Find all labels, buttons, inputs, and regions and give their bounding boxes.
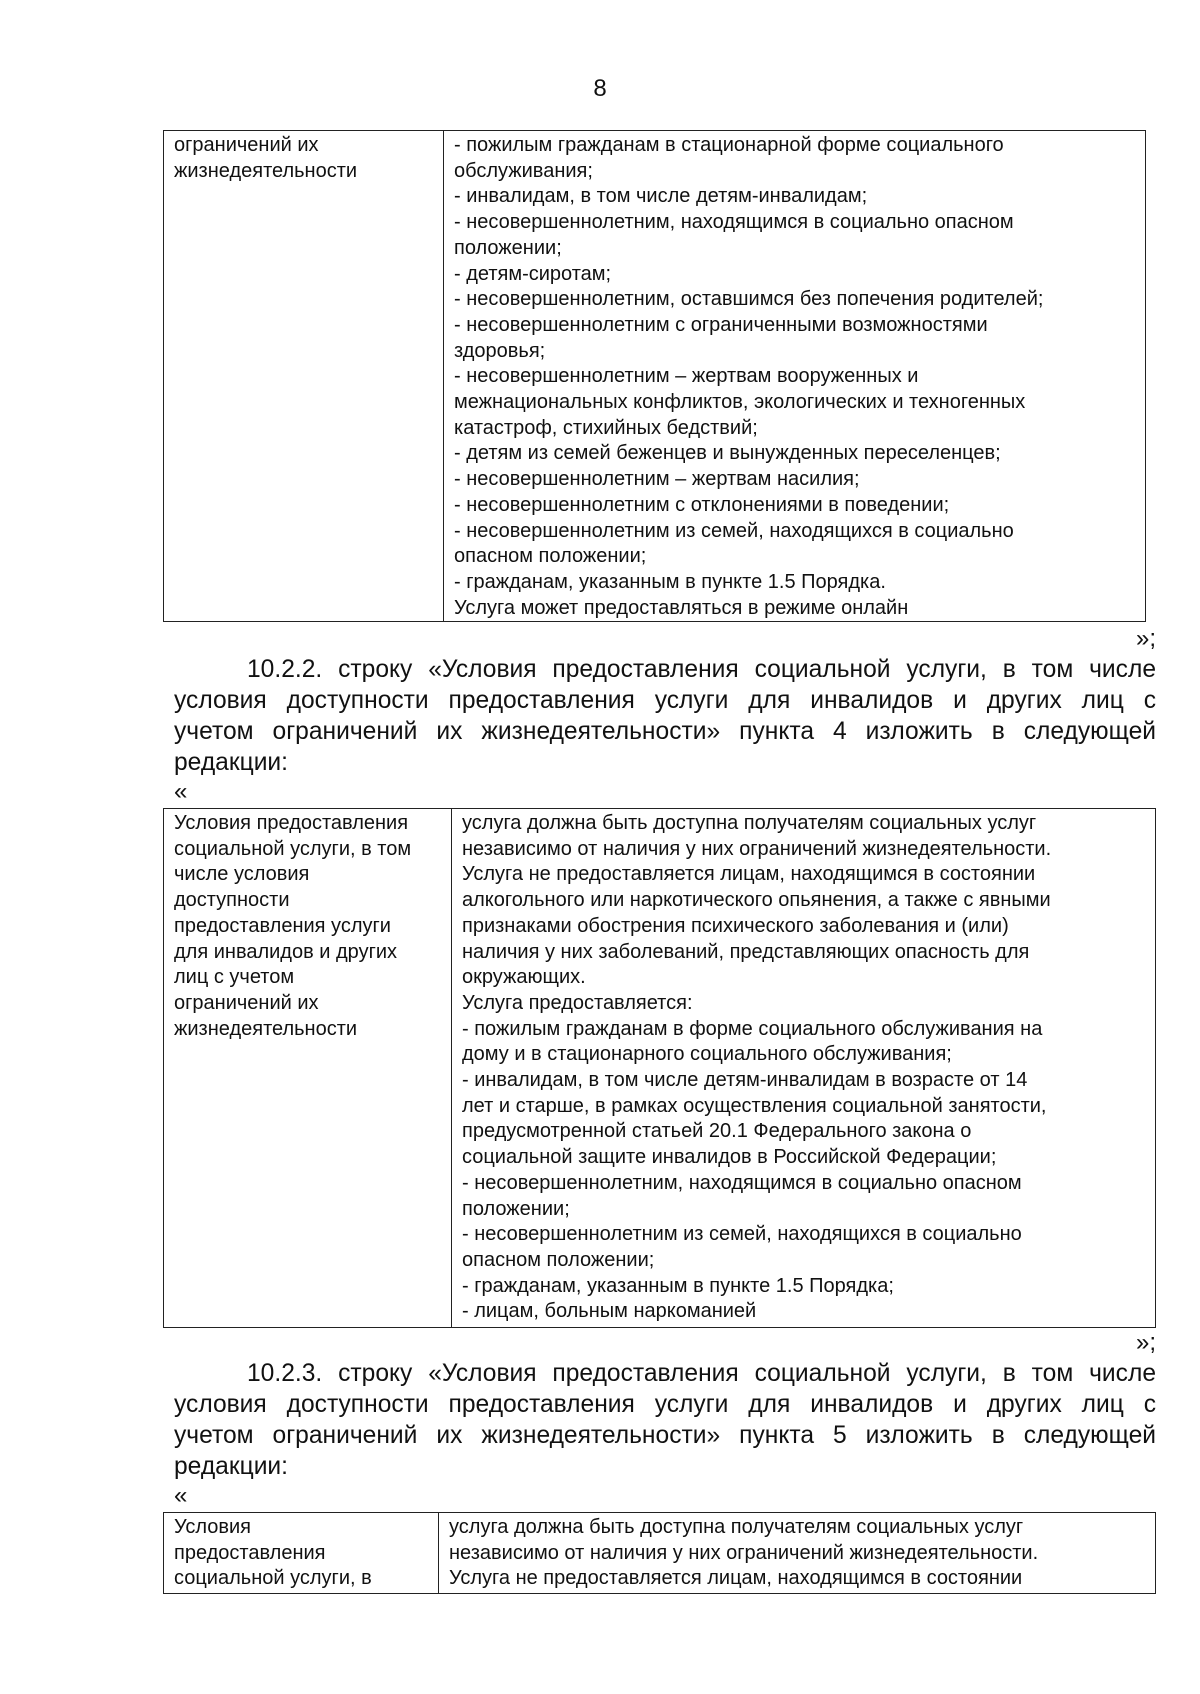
cell-line: - несовершеннолетним с отклонениями в поведении; xyxy=(454,493,950,516)
table-3-content-cell xyxy=(439,1513,1156,1594)
cell-line: наличия у них заболеваний, представляющих опасность для xyxy=(462,940,1030,963)
opening-quote: « xyxy=(174,778,188,805)
table-1-label-cell xyxy=(164,131,444,622)
cell-line: Услуга не предоставляется лицам, находящимся в состоянии xyxy=(462,863,1036,886)
cell-line: числе условия xyxy=(174,863,310,886)
table-1 xyxy=(163,130,1146,622)
cell-line: - инвалидам, в том числе детям-инвалидам; xyxy=(454,185,868,208)
cell-line: предоставления xyxy=(174,1541,326,1564)
closing-quote: »; xyxy=(1135,1329,1156,1356)
cell-line: ограничений их xyxy=(174,991,319,1014)
paragraph-line: редакции: xyxy=(174,749,288,776)
paragraph-line: учетом ограничений их жизнедеятельности» пункта 5 изложить в следующей xyxy=(174,1422,1156,1449)
cell-line: опасном положении; xyxy=(454,545,647,568)
cell-line: лет и старше, в рамках осуществления социальной занятости, xyxy=(462,1094,1047,1117)
cell-line: доступности xyxy=(174,889,290,912)
cell-line: - детям из семей беженцев и вынужденных переселенцев; xyxy=(454,442,1001,465)
paragraph-line: редакции: xyxy=(174,1453,288,1480)
table-2-content-cell xyxy=(452,809,1156,1328)
cell-line: признаками обострения психического заболевания и (или) xyxy=(462,914,1009,937)
cell-line: жизнедеятельности xyxy=(174,1017,358,1040)
cell-line: обслуживания; xyxy=(454,159,593,182)
cell-line: услуга должна быть доступна получателям социальных услуг xyxy=(449,1516,1024,1538)
cell-line: - несовершеннолетним, находящимся в социально опасном xyxy=(454,211,1014,234)
cell-line: Условия предоставления xyxy=(174,812,409,834)
table-row xyxy=(164,809,1156,1328)
cell-line: алкогольного или наркотического опьянения, а также с явными xyxy=(462,889,1051,912)
paragraph-10-2-3 xyxy=(174,1358,1156,1482)
cell-line: - несовершеннолетним из семей, находящихся в социально xyxy=(462,1223,1022,1246)
cell-line: для инвалидов и других xyxy=(174,940,398,963)
table-row xyxy=(164,1513,1156,1594)
cell-line: - лицам, больным наркоманией xyxy=(462,1300,757,1323)
cell-line: - гражданам, указанным в пункте 1.5 Порядка. xyxy=(454,570,886,593)
table-3-label-cell xyxy=(164,1513,439,1594)
cell-line: - несовершеннолетним – жертвам вооруженных и xyxy=(454,365,919,388)
cell-line: межнациональных конфликтов, экологических и техногенных xyxy=(454,391,1026,414)
cell-line: здоровья; xyxy=(454,339,546,362)
cell-line: социальной защите инвалидов в Российской Федерации; xyxy=(462,1146,997,1169)
table-2 xyxy=(163,808,1156,1328)
paragraph-line: условия доступности предоставления услуги для инвалидов и других лиц с xyxy=(174,687,1156,714)
cell-line: лиц с учетом xyxy=(174,966,295,989)
cell-line: - несовершеннолетним с ограниченными возможностями xyxy=(454,313,988,336)
table-3 xyxy=(163,1512,1156,1594)
cell-line: ограничений их xyxy=(174,134,319,156)
opening-quote: « xyxy=(174,1482,188,1509)
paragraph-line: условия доступности предоставления услуги для инвалидов и других лиц с xyxy=(174,1391,1156,1418)
cell-line: Услуга предоставляется: xyxy=(462,991,693,1014)
cell-line: катастроф, стихийных бедствий; xyxy=(454,416,758,439)
paragraph-10-2-2 xyxy=(174,654,1156,778)
cell-line: независимо от наличия у них ограничений жизнедеятельности. xyxy=(449,1541,1039,1564)
closing-quote: »; xyxy=(1135,625,1156,652)
paragraph-line: 10.2.2. строку «Условия предоставления социальной услуги, в том числе xyxy=(247,656,1156,683)
cell-line: окружающих. xyxy=(462,966,586,989)
cell-line: положении; xyxy=(454,236,562,259)
cell-line: - пожилым гражданам в форме социального обслуживания на xyxy=(462,1017,1043,1040)
table-2-label-cell xyxy=(164,809,452,1328)
paragraph-line: учетом ограничений их жизнедеятельности» пункта 4 изложить в следующей xyxy=(174,718,1156,745)
table-row xyxy=(164,131,1146,622)
cell-line: - пожилым гражданам в стационарной форме социального xyxy=(454,134,1004,156)
cell-line: предусмотренной статьей 20.1 Федерального закона о xyxy=(462,1120,972,1143)
cell-line: Услуга не предоставляется лицам, находящимся в состоянии xyxy=(449,1567,1023,1590)
page-number: 8 xyxy=(593,75,607,102)
cell-line: предоставления услуги xyxy=(174,914,391,937)
cell-line: - гражданам, указанным в пункте 1.5 Порядка; xyxy=(462,1274,894,1297)
cell-line: - несовершеннолетним, оставшимся без попечения родителей; xyxy=(454,288,1044,311)
cell-line: - инвалидам, в том числе детям-инвалидам в возрасте от 14 xyxy=(462,1069,1028,1092)
cell-line: социальной услуги, в xyxy=(174,1567,372,1590)
paragraph-line: 10.2.3. строку «Условия предоставления социальной услуги, в том числе xyxy=(247,1360,1156,1387)
cell-line: Услуга может предоставляться в режиме онлайн xyxy=(454,596,909,619)
cell-line: положении; xyxy=(462,1197,570,1220)
cell-line: - детям-сиротам; xyxy=(454,262,612,285)
cell-line: дому и в стационарного социального обслуживания; xyxy=(462,1043,952,1066)
cell-line: социальной услуги, в том xyxy=(174,837,412,860)
cell-line: жизнедеятельности xyxy=(174,159,358,182)
cell-line: Условия xyxy=(174,1516,252,1538)
cell-line: - несовершеннолетним – жертвам насилия; xyxy=(454,468,860,491)
cell-line: опасном положении; xyxy=(462,1248,655,1271)
cell-line: - несовершеннолетним, находящимся в социально опасном xyxy=(462,1171,1022,1194)
table-1-content-cell xyxy=(444,131,1146,622)
cell-line: услуга должна быть доступна получателям социальных услуг xyxy=(462,812,1037,834)
cell-line: - несовершеннолетним из семей, находящихся в социально xyxy=(454,519,1014,542)
cell-line: независимо от наличия у них ограничений жизнедеятельности. xyxy=(462,837,1052,860)
